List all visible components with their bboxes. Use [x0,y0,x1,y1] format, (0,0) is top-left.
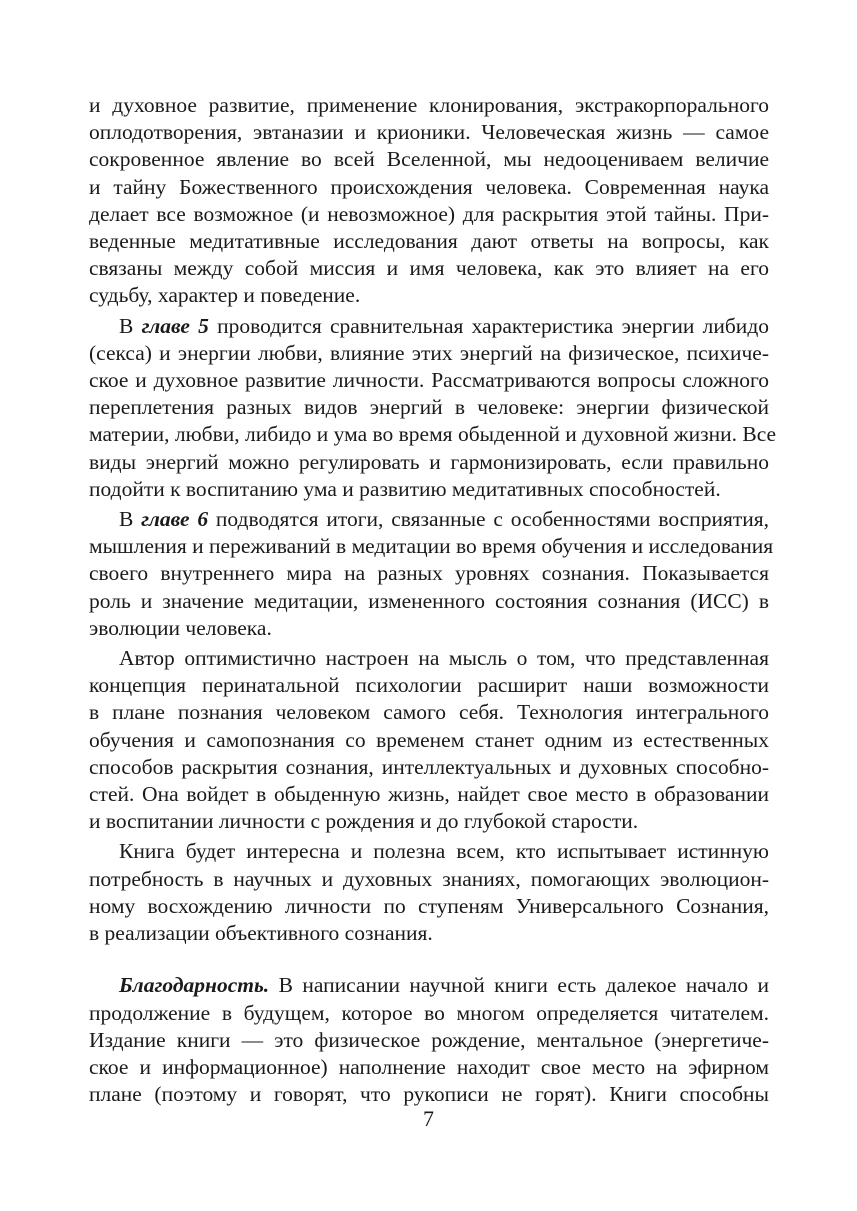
text-line: судьбу, характер и поведение. [89,283,361,308]
text-line: и тайну Божественного происхождения человека. Современная наука [89,174,769,199]
body-text [89,92,777,1111]
text-line: сокровенное явление во всей Вселенной, мы недооцениваем величие [89,147,769,172]
text-line: своего внутреннего мира на разных уровнях сознания. Показывается [89,561,769,586]
text-segment: проводится сравнительная характеристика энергии либидо [208,313,770,338]
text-line [89,506,769,533]
text-line: обучения и самопознания со временем станет одним из естественных [89,727,769,752]
text-line: способов раскрытия сознания, интеллектуальных и духовных способно- [89,754,769,779]
page-number: 7 [423,1106,434,1131]
text-line: продолжение в будущем, которое во многом определяется читателем. [89,1000,769,1025]
text-line: в реализации объективного сознания. [89,921,433,946]
text-line: плане (поэтому и говорят, что рукописи не горят). Книги способны [89,1082,769,1107]
paragraph-chapter-6 [89,506,774,642]
text-segment: В написании научной книги есть далекое начало и [269,973,769,998]
text-line: (секса) и энергии любви, влияние этих энергий на физическое, психиче- [89,340,769,365]
paragraph-author [89,645,769,835]
lead-text: В [119,313,142,338]
text-line: переплетения разных видов энергий в человеке: энергии физической [89,395,769,420]
text-line: ское и духовное развитие личности. Рассматриваются вопросы сложного [89,368,769,393]
text-line: концепция перинатальной психологии расширит наши возможности [89,673,769,698]
text-line: подойти к воспитанию ума и развитию медитативных способностей. [89,476,721,501]
chapter-reference: главе 6 [141,507,209,532]
text-line: ному восхождению личности по ступеням Универсального Сознания, [89,893,769,918]
text-line: мышления и переживаний в медитации во время обучения и исследования [89,534,774,559]
text-line: и духовное развитие, применение клонирования, экстракорпорального [89,93,769,117]
paragraph-acknowledgement [89,972,769,1108]
text-line: Издание книги — это физическое рождение, ментальное (энергетиче- [89,1027,769,1052]
text-line: веденные медитативные исследования дают ответы на вопросы, как [89,229,769,254]
text-line: связаны между собой миссия и имя человека, как это влияет на его [89,256,769,281]
text-line: в плане познания человеком самого себя. Технология интегрального [89,700,769,725]
paragraph-chapter-5 [89,313,777,503]
text-line: и воспитании личности с рождения и до глубокой старости. [89,809,639,834]
section-gap [89,950,769,972]
text-line [89,972,769,999]
text-line: роль и значение медитации, измененного состояния сознания (ИСС) в [89,588,769,613]
acknowledgement-heading: Благодарность. [119,973,270,998]
text-line: потребность в научных и духовных знаниях, помогающих эволюцион- [89,866,769,891]
chapter-reference: главе 5 [141,313,209,338]
text-line: стей. Она войдет в обыденную жизнь, найдет свое место в образовании [89,782,769,807]
text-line: Автор оптимистично настроен на мысль о том, что представленная [119,646,769,671]
paragraph-1 [89,92,769,310]
text-line: Книга будет интересна и полезна всем, кто испытывает истинную [119,839,769,864]
text-line: делает все возможное (и невозможное) для раскрытия этой тайны. При- [89,201,769,226]
text-line: оплодотворения, эвтаназии и крионики. Человеческая жизнь — самое [89,120,769,145]
text-line: эволюции человека. [89,615,272,640]
paragraph-book [89,838,769,947]
text-line: виды энергий можно регулировать и гармонизировать, если правильно [89,449,769,474]
text-line: ское и информационное) наполнение находит свое место на эфирном [89,1054,769,1079]
text-segment: подводятся итоги, связанные с особенностями восприятия, [208,507,769,532]
text-line: материи, любви, либидо и ума во время обыденной и духовной жизни. Все [89,422,777,447]
text-line [89,313,769,340]
lead-text: В [119,507,142,532]
